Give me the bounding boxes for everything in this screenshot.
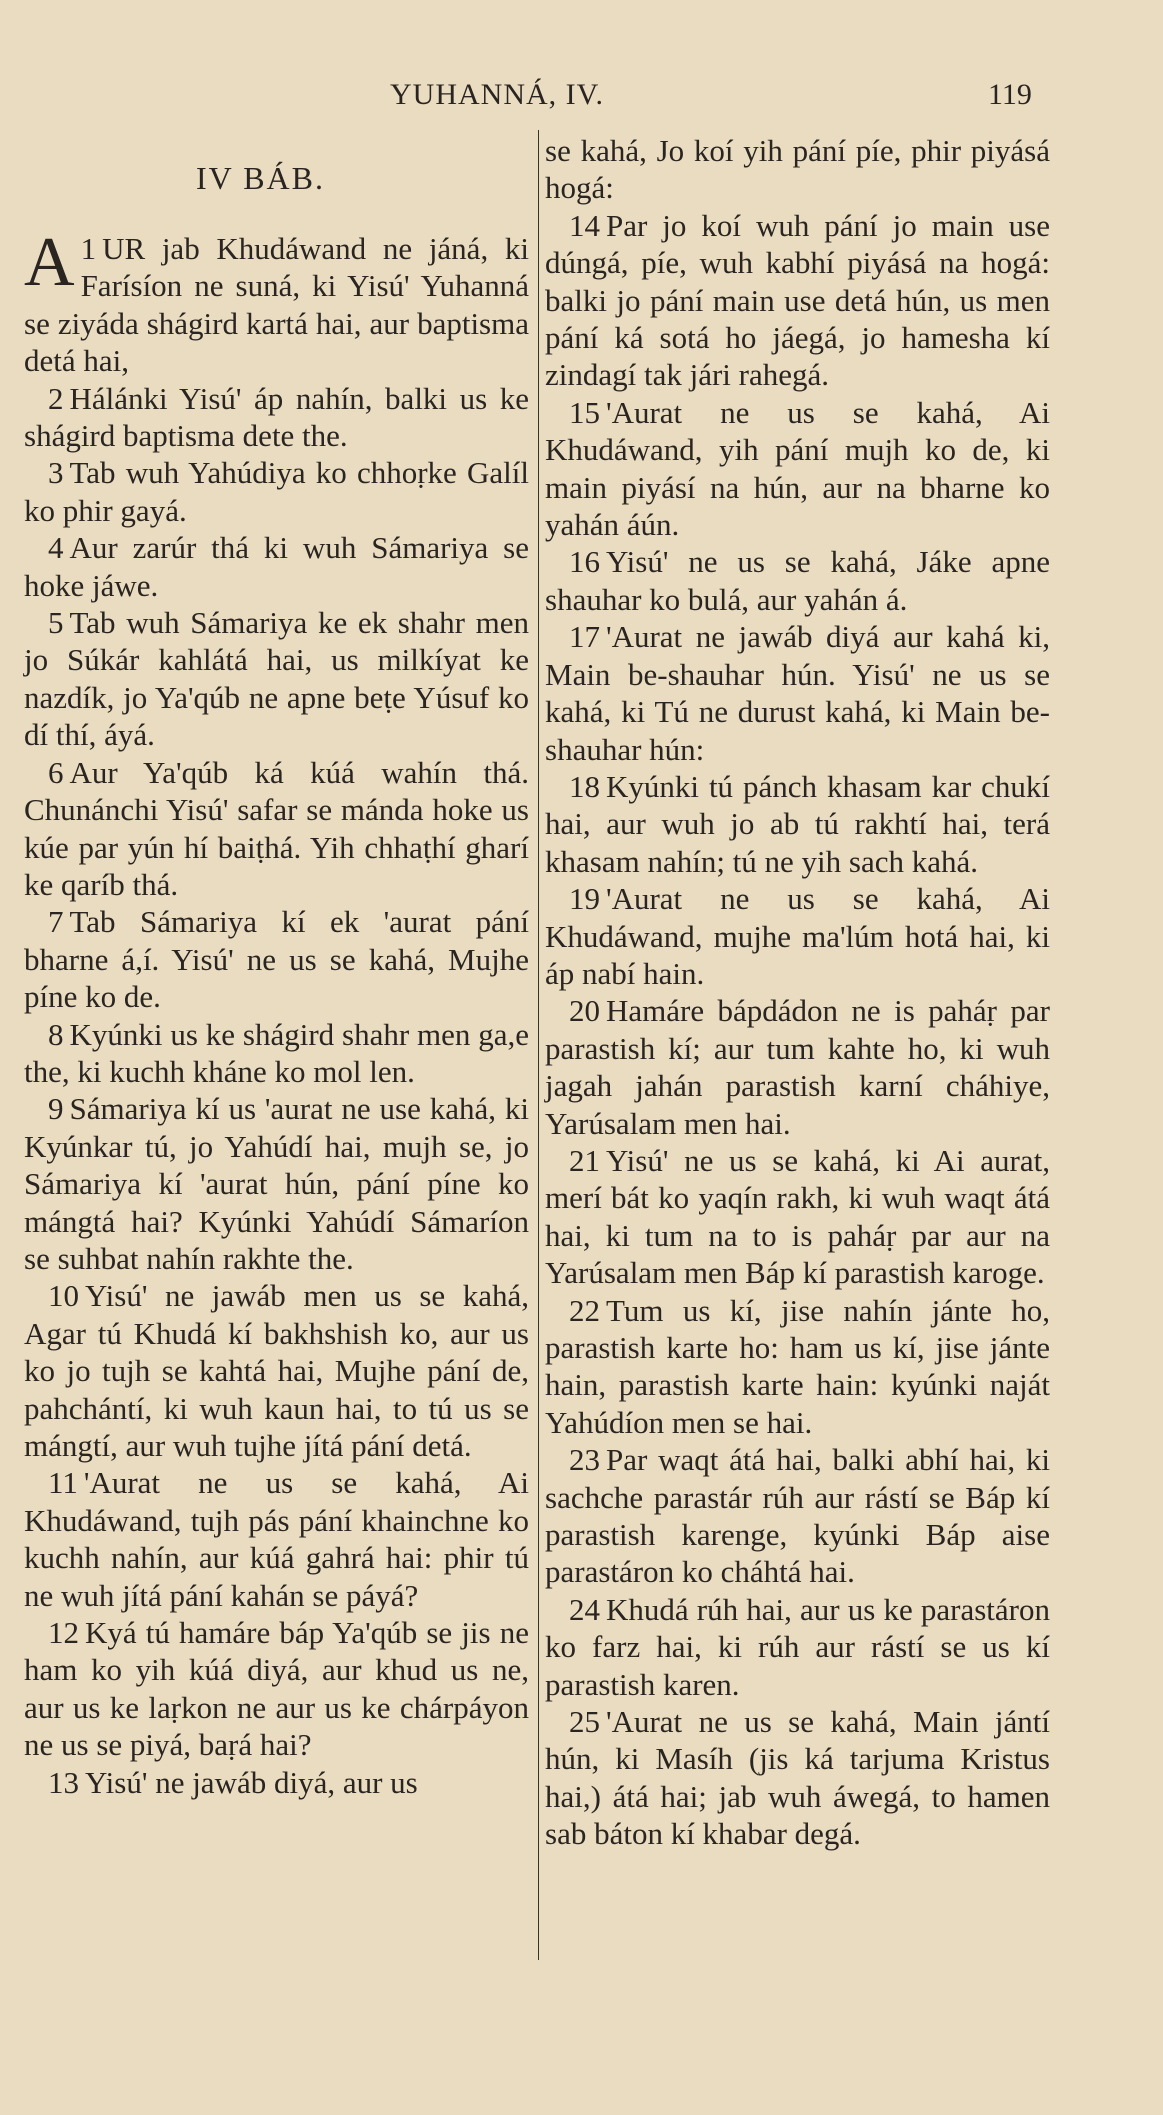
verse-text: Kyúnki us ke shágird shahr men ga,e the, ki kuchh kháne ko mol len. bbox=[24, 1016, 529, 1089]
verse-1 bbox=[24, 224, 529, 380]
right-verse bbox=[545, 880, 1050, 992]
verse-number: 17 bbox=[569, 619, 600, 655]
left-verse bbox=[24, 1090, 529, 1277]
running-title: YUHANNÁ, IV. bbox=[390, 78, 604, 111]
right-verse bbox=[545, 1142, 1050, 1292]
verse-text: 'Aurat ne us se kahá, Ai Khudáwand, mujhe ma'lúm hotá hai, ki áp nabí hain. bbox=[545, 881, 1050, 991]
verse-number: 21 bbox=[569, 1142, 600, 1178]
right-verse bbox=[545, 132, 1050, 207]
verse-number: 23 bbox=[569, 1442, 600, 1478]
left-verse bbox=[24, 604, 529, 754]
verse-text: Yisú' ne us se kahá, Jáke apne shauhar ko bulá, aur yahán á. bbox=[545, 544, 1050, 617]
verse-number: 24 bbox=[569, 1591, 600, 1627]
verse-number: 12 bbox=[48, 1615, 79, 1651]
left-verse bbox=[24, 1277, 529, 1464]
verse-number: 9 bbox=[48, 1091, 64, 1127]
verse-number: 7 bbox=[48, 904, 64, 940]
verse-text: Par waqt átá hai, balki abhí hai, ki sachche parastár rúh aur rástí se Báp kí parastish karenge, kyúnki Báp aise parastáron ko cháhtá hai. bbox=[545, 1442, 1050, 1590]
right-verse bbox=[545, 207, 1050, 394]
column-divider bbox=[538, 130, 539, 1960]
verse-number: 6 bbox=[48, 754, 64, 790]
verse-number: 11 bbox=[48, 1465, 78, 1501]
verse-number: 16 bbox=[569, 544, 600, 580]
verse-number: 10 bbox=[48, 1278, 79, 1314]
left-verse bbox=[24, 1464, 529, 1614]
verse-text: Par jo koí wuh pání jo main use dúngá, píe, wuh kabhí piyásá na hogá: balki jo pání main use detá hún, us men pání ká sotá ho jáegá, jo hamesha kí zindagí tak jári rahegá. bbox=[545, 207, 1050, 393]
verse-text: Tab wuh Sámariya ke ek shahr men jo Súkár kahlátá hai, us milkíyat ke nazdík, jo Ya'qúb ne apne beṭe Yúsuf ko dí thí, áyá. bbox=[24, 605, 529, 753]
left-verse bbox=[24, 903, 529, 1015]
verse-text: 'Aurat ne us se kahá, Ai Khudáwand, yih pání mujh ko de, ki main piyásí na hún, aur na bharne ko yahán áún. bbox=[545, 394, 1050, 543]
verse-number: 14 bbox=[569, 207, 600, 243]
verse-number: 18 bbox=[569, 768, 600, 804]
verse-text: Kyá tú hamáre báp Ya'qúb se jis ne ham ko yih kúá diyá, aur khud us ne, aur us ke laṛkon ne aur us ke chárpáyon ne us se piyá, baṛá hai? bbox=[24, 1615, 529, 1763]
verse-number: 19 bbox=[569, 881, 600, 917]
verse-number: 2 bbox=[48, 380, 64, 416]
right-verse bbox=[545, 1292, 1050, 1442]
verse-text: Sámariya kí us 'aurat ne use kahá, ki Kyúnkar tú, jo Yahúdí hai, mujh se, jo Sámariya kí 'aurat hún, pání píne ko mángtá hai? Kyúnki Yahúdí Sámaríon se suhbat nahín rakhte the. bbox=[24, 1091, 529, 1276]
verse-text: 'Aurat ne us se kahá, Ai Khudáwand, tujh pás pání khainchne ko kuchh nahín, aur kúá gahrá hai: phir tú ne wuh jítá pání kahán se páyá? bbox=[24, 1465, 529, 1613]
right-verse bbox=[545, 394, 1050, 544]
right-column bbox=[545, 132, 1050, 1853]
left-column bbox=[24, 224, 529, 1801]
right-verse bbox=[545, 618, 1050, 768]
left-verse bbox=[24, 454, 529, 529]
verse-number: 15 bbox=[569, 394, 600, 430]
right-verse-list bbox=[545, 132, 1050, 1853]
verse-text: Khudá rúh hai, aur us ke parastáron ko farz hai, ki rúh aur rástí se us kí parastish karen. bbox=[545, 1591, 1050, 1702]
right-verse bbox=[545, 1591, 1050, 1703]
verse-text: UR jab Khudáwand ne jáná, ki Farísíon ne suná, ki Yisú' Yuhanná se ziyáda shágird kartá hai, aur baptisma detá hai, bbox=[24, 231, 529, 379]
left-verse-list bbox=[24, 380, 529, 1801]
verse-text: Hálánki Yisú' áp nahín, balki us ke shágird baptisma dete the. bbox=[24, 380, 529, 454]
verse-text: se kahá, Jo koí yih pání píe, phir piyásá hogá: bbox=[545, 133, 1050, 206]
verse-number: 20 bbox=[569, 993, 600, 1029]
verse-number: 3 bbox=[48, 455, 64, 491]
verse-number: 25 bbox=[569, 1704, 600, 1740]
right-verse bbox=[545, 543, 1050, 618]
verse-number: 8 bbox=[48, 1016, 64, 1052]
verse-text: Yisú' ne jawáb men us se kahá, Agar tú Khudá kí bakhshish ko, aur us ko jo tujh se kahtá hai, Mujhe pání de, pahchántí, ki wuh kaun hai, to tú us se mángtí, aur wuh tujhe jítá pání detá. bbox=[24, 1278, 529, 1463]
left-verse bbox=[24, 754, 529, 904]
verse-text: 'Aurat ne us se kahá, Main jántí hún, ki Masíh (jis ká tarjuma Kristus hai,) átá hai; jab wuh áwegá, to hamen sab báton kí khabar degá. bbox=[545, 1704, 1050, 1852]
verse-text: Aur zarúr thá ki wuh Sámariya se hoke jáwe. bbox=[24, 530, 529, 603]
left-verse bbox=[24, 529, 529, 604]
right-verse bbox=[545, 768, 1050, 880]
verse-number: 4 bbox=[48, 530, 64, 566]
verse-text: 'Aurat ne jawáb diyá aur kahá ki, Main be-shauhar hún. Yisú' ne us se kahá, ki Tú ne durust kahá, ki Main be-shauhar hún: bbox=[545, 619, 1050, 767]
left-verse bbox=[24, 1764, 529, 1801]
chapter-title: IV BÁB. bbox=[196, 160, 325, 196]
left-verse bbox=[24, 1016, 529, 1091]
verse-number: 5 bbox=[48, 605, 64, 641]
verse-text: Kyúnki tú pánch khasam kar chukí hai, aur wuh jo ab tú rakhtí hai, terá khasam nahín; tú ne yih sach kahá. bbox=[545, 768, 1050, 879]
right-verse bbox=[545, 1703, 1050, 1853]
verse-text: Hamáre bápdádon ne is paháṛ par parastish kí; aur tum kahte ho, ki wuh jagah jahán parastish karní cháhiye, Yarúsalam men hai. bbox=[545, 993, 1050, 1141]
page-number: 119 bbox=[988, 78, 1032, 111]
right-verse bbox=[545, 1441, 1050, 1591]
verse-text: Tum us kí, jise nahín jánte ho, parastish karte ho: ham us kí, jise jánte hain, parastish karte hain: kyúnki naját Yahúdíon men se hai. bbox=[545, 1292, 1050, 1440]
right-verse bbox=[545, 992, 1050, 1142]
verse-text: Yisú' ne us se kahá, ki Ai aurat, merí bát ko yaqín rakh, ki wuh waqt átá hai, ki tum na to is paháṛ par aur na Yarúsalam men Báp kí parastish karoge. bbox=[545, 1142, 1050, 1291]
verse-text: Yisú' ne jawáb diyá, aur us bbox=[85, 1764, 418, 1800]
verse-number: 1 bbox=[80, 231, 97, 266]
verse-number: 13 bbox=[48, 1764, 79, 1800]
drop-cap: A bbox=[24, 224, 75, 301]
verse-text: Aur Ya'qúb ká kúá wahín thá. Chunánchi Yisú' safar se mánda hoke us kúe par yún hí baiṭhá. Yih chhaṭhí gharí ke qaríb thá. bbox=[24, 754, 529, 902]
verse-number: 22 bbox=[569, 1292, 600, 1328]
left-verse bbox=[24, 1614, 529, 1764]
verse-text: Tab Sámariya kí ek 'aurat pání bharne á,í. Yisú' ne us se kahá, Mujhe píne ko de. bbox=[24, 904, 529, 1015]
verse-text: Tab wuh Yahúdiya ko chhoṛke Galíl ko phir gayá. bbox=[24, 455, 529, 528]
left-verse bbox=[24, 380, 529, 455]
